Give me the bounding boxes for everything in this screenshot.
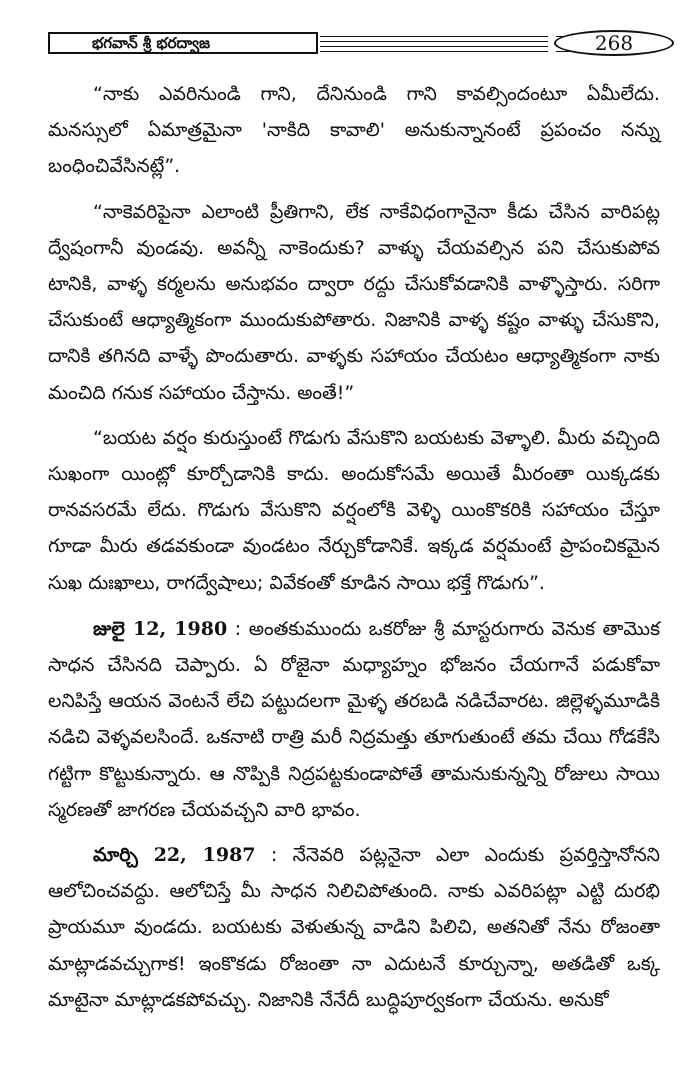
paragraph-text: : అంతకుముందు ఒకరోజు శ్రీ మాస్టరుగారు వెనుక తామొక సాధన చేసినది చెప్పారు. ఏ రోజైనా మధ్యాహ్నం భోజనం చేయగానే పడుకోవా లనిపిస్తే ఆయన వెంటనే లేచి పట్టుదలగా మైళ్ళ తరబడి నడిచేవారట. జిల్లెళ్ళమూడికి నడిచి వెళ్ళవలసిందే. ఒకనాటి రాత్రి మరీ నిద్రమత్తు తూగుతుంటే తమ చేయి గోడకేసి గట్టిగా కొట్టుకున్నారు. ఆ నొప్పికి నిద్రపట్టకుండాపోతే తామనుకున్నన్ని రోజులు సాయి స్మరణతో జాగరణ చేయవచ్చని వారి భావం. <box>48 617 660 821</box>
paragraph <box>48 611 660 828</box>
paragraph-text: “బయట వర్షం కురుస్తుంటే గొడుగు వేసుకొని బయటకు వెళ్ళాలి. మీరు వచ్చింది సుఖంగా యింట్లో కూర్చోడానికి కాదు. అందుకోసమే అయితే మీరంతా యిక్కడకు రానవసరమే లేదు. గొడుగు వేసుకొని వర్షంలోకి వెళ్ళి యింకొకరికి సహాయం చేస్తూ గూడా మీరు తడవకుండా వుండటం నేర్చుకోడానికే. ఇక్కడ వర్షమంటే ప్రాపంచికమైన సుఖ దుఃఖాలు, రాగద్వేషాలు; వివేకంతో కూడిన సాయి భక్తే గొడుగు”. <box>48 426 660 594</box>
page-header <box>48 30 660 60</box>
book-title: భగవాన్ శ్రీ భరద్వాజ <box>48 32 318 54</box>
paragraph-text: “నాకు ఎవరినుండి గాని, దేనినుండి గాని కావల్సిందంటూ ఏమీలేదు. మనస్సులో ఏమాత్రమైనా 'నాకిది కావాలి' అనుకున్నానంటే ప్రపంచం నన్ను బంధించివేసినట్లే”. <box>48 83 660 178</box>
paragraph-text: : నేనెవరి పట్లనైనా ఎలా ఎందుకు ప్రవర్తిస్తానోనని ఆలోచించవద్దు. ఆలోచిస్తే మీ సాధన నిలిచిపోతుంది. నాకు ఎవరిపట్లా ఎట్టి దురభి ప్రాయమూ వుండదు. బయటకు వెళుతున్న వాడిని పిలిచి, అతనితో నేను రోజంతా మాట్లాడవచ్చుగాక! ఇంకొకడు రోజంతా నా ఎదుటనే కూర్చున్నా, అతడితో ఒక్క మాటైనా మాట్లాడకపోవచ్చు. నిజానికి నేనేదీ బుద్ధిపూర్వకంగా చేయను. అనుకో <box>48 844 661 1011</box>
paragraph <box>48 420 660 601</box>
page-number: 268 <box>554 30 674 56</box>
paragraph <box>48 194 660 411</box>
page-body <box>48 76 660 1018</box>
paragraph <box>48 837 660 1018</box>
paragraph-text: “నాకెవరిపైనా ఎలాంటి ప్రీతిగాని, లేక నాకేవిధంగానైనా కీడు చేసిన వారిపట్ల ద్వేషంగానీ వుండవు. అవన్నీ నాకెందుకు? వాళ్ళు చేయవల్సిన పని చేసుకుపోవ టానికి, వాళ్ళ కర్మలను అనుభవం ద్వారా రద్దు చేసుకోవడానికి వాళ్ళొస్తారు. సరిగా చేసుకుంటే ఆధ్యాత్మికంగా ముందుకుపోతారు. నిజానికి వాళ్ళ కష్టం వాళ్ళు చేసుకొని, దానికి తగినది వాళ్ళే పొందుతారు. వాళ్ళకు సహాయం చేయటం ఆధ్యాత్మికంగా నాకు మంచిది గనుక సహాయం చేస్తాను. అంతే!” <box>48 200 660 404</box>
paragraph-date: జులై 12, 1980 <box>93 617 228 640</box>
paragraph-date: మార్చి 22, 1987 <box>93 844 256 867</box>
paragraph <box>48 76 660 185</box>
